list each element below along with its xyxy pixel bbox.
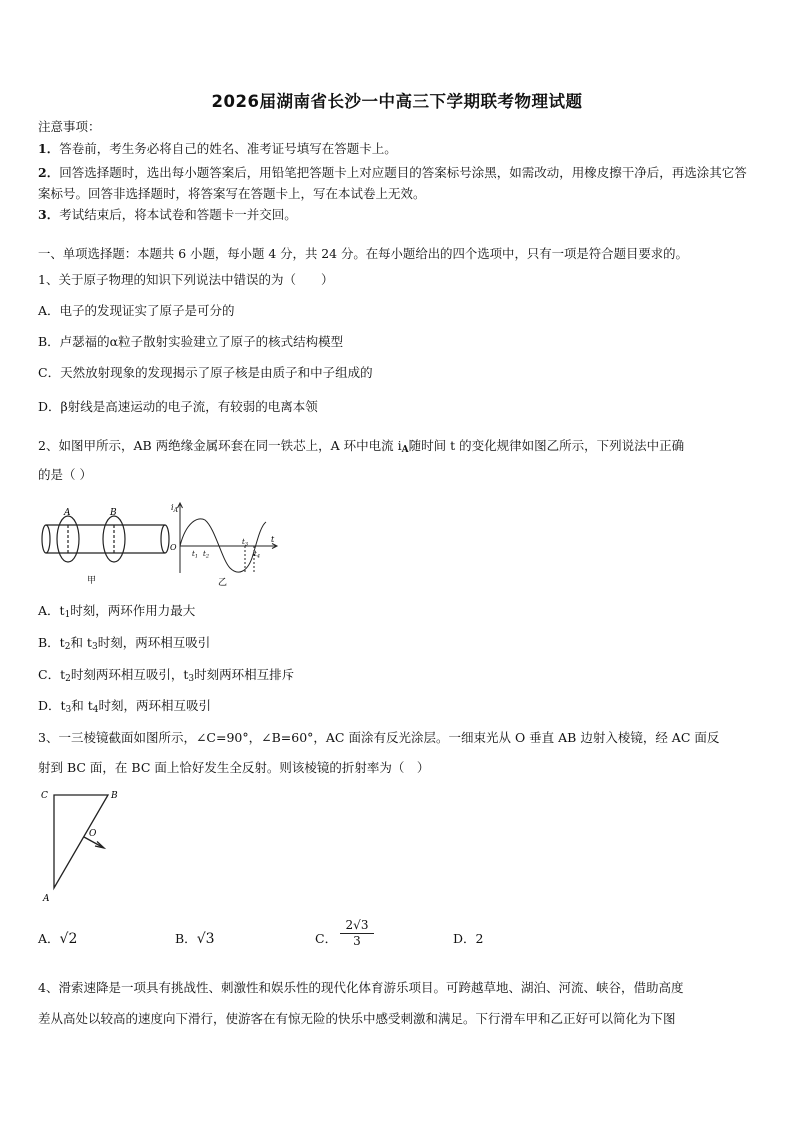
- notice-item-2: 2．回答选择题时，选出每小题答案后，用铅笔把答题卡上对应题目的答案标号涂黑，如需改动，用橡皮擦干净后，再选涂其它答案标号。回答非选择题时，将答案写在答题卡上，写在本试卷上无效。: [38, 165, 747, 201]
- q1-option-c: C．天然放射现象的发现揭示了原子核是由质子和中子组成的: [38, 365, 373, 380]
- notice-item-3: 3．考试结束后，将本试卷和答题卡一并交回。: [38, 207, 297, 222]
- q1-option-b: B．卢瑟福的α粒子散射实验建立了原子的核式结构模型: [38, 334, 344, 349]
- notice-heading: 注意事项：: [38, 119, 101, 134]
- caption-jia: 甲: [87, 576, 97, 586]
- q2-figure-jia: [38, 500, 173, 590]
- q3-option-d: D．2: [453, 931, 484, 946]
- ring-b-label: B: [110, 508, 117, 518]
- page-title: 2026届湖南省长沙一中高三下学期联考物理试题: [211, 92, 583, 111]
- q4-stem-line1: 4、滑索速降是一项具有挑战性、刺激性和娱乐性的现代化体育游乐项目。可跨越草地、湖泊、河流、峡谷，借助高度: [38, 980, 684, 995]
- x-axis-label: t: [271, 535, 275, 544]
- q4-stem-line2: 差从高处以较高的速度向下滑行，使游客在有惊无险的快乐中感受刺激和满足。下行滑车甲和乙正好可以简化为下图: [38, 1011, 676, 1026]
- q2-option-d: D．$t_3$和 $t_4$时刻，两环相互吸引: [38, 698, 212, 715]
- q1-option-d: D．β射线是高速运动的电子流，有较弱的电离本领: [38, 399, 318, 414]
- q3-stem-line2: 射到 BC 面，在 BC 面上恰好发生全反射。则该棱镜的折射率为（ ）: [38, 760, 430, 775]
- point-o-label: O: [89, 829, 97, 839]
- current-curve: [180, 519, 266, 572]
- vertex-b-label: B: [111, 791, 118, 801]
- t2-label: $t_2$: [203, 550, 210, 560]
- q2-option-c: C．$t_2$时刻两环相互吸引，$t_3$时刻两环相互排斥: [38, 667, 295, 684]
- t4-label: $t_4$: [254, 550, 261, 560]
- q1-option-a: A．电子的发现证实了原子是可分的: [38, 303, 235, 318]
- q3-option-a: A．√2: [38, 931, 78, 947]
- notice-item-1: 1．答卷前，考生务必将自己的姓名、准考证号填写在答题卡上。: [38, 141, 397, 156]
- ring-a-label: A: [64, 508, 71, 518]
- q1-stem: 1、关于原子物理的知识下列说法中错误的为（ ）: [38, 272, 334, 287]
- q3-prism-figure: [38, 785, 128, 905]
- vertex-a-label: A: [43, 894, 50, 904]
- q3-option-b: B．√3: [175, 931, 215, 947]
- q3-option-c: C．: [315, 931, 338, 946]
- q2-stem-line2: 的是（ ）: [38, 467, 92, 482]
- q2-stem-line1: 2、如图甲所示，AB 两绝缘金属环套在同一铁芯上，A 环中电流 $i_A$随时间 t 的变化规律如图乙所示，下列说法中正确: [38, 438, 685, 455]
- t1-label: $t_1$: [192, 550, 199, 560]
- q2-figure-yi: [168, 500, 286, 590]
- caption-yi: 乙: [218, 578, 228, 588]
- vertex-c-label: C: [41, 791, 48, 801]
- q3-option-c-fraction: 2√3 3: [340, 918, 374, 949]
- y-axis-label: $i_A$: [171, 503, 178, 514]
- section-heading: 一、单项选择题：本题共 6 小题，每小题 4 分，共 24 分。在每小题给出的四个选项中，只有一项是符合题目要求的。: [38, 246, 688, 261]
- q3-stem-line1: 3、一三棱镜截面如图所示，∠C=90°，∠B=60°，AC 面涂有反光涂层。一细束光从 O 垂直 AB 边射入棱镜，经 AC 面反: [38, 730, 720, 745]
- origin-label: O: [170, 543, 177, 552]
- q2-option-b: B．$t_2$和 $t_3$时刻，两环相互吸引: [38, 635, 211, 652]
- q2-option-a: A．$t_1$时刻，两环作用力最大: [38, 603, 196, 620]
- t3-label: $t_3$: [242, 538, 249, 548]
